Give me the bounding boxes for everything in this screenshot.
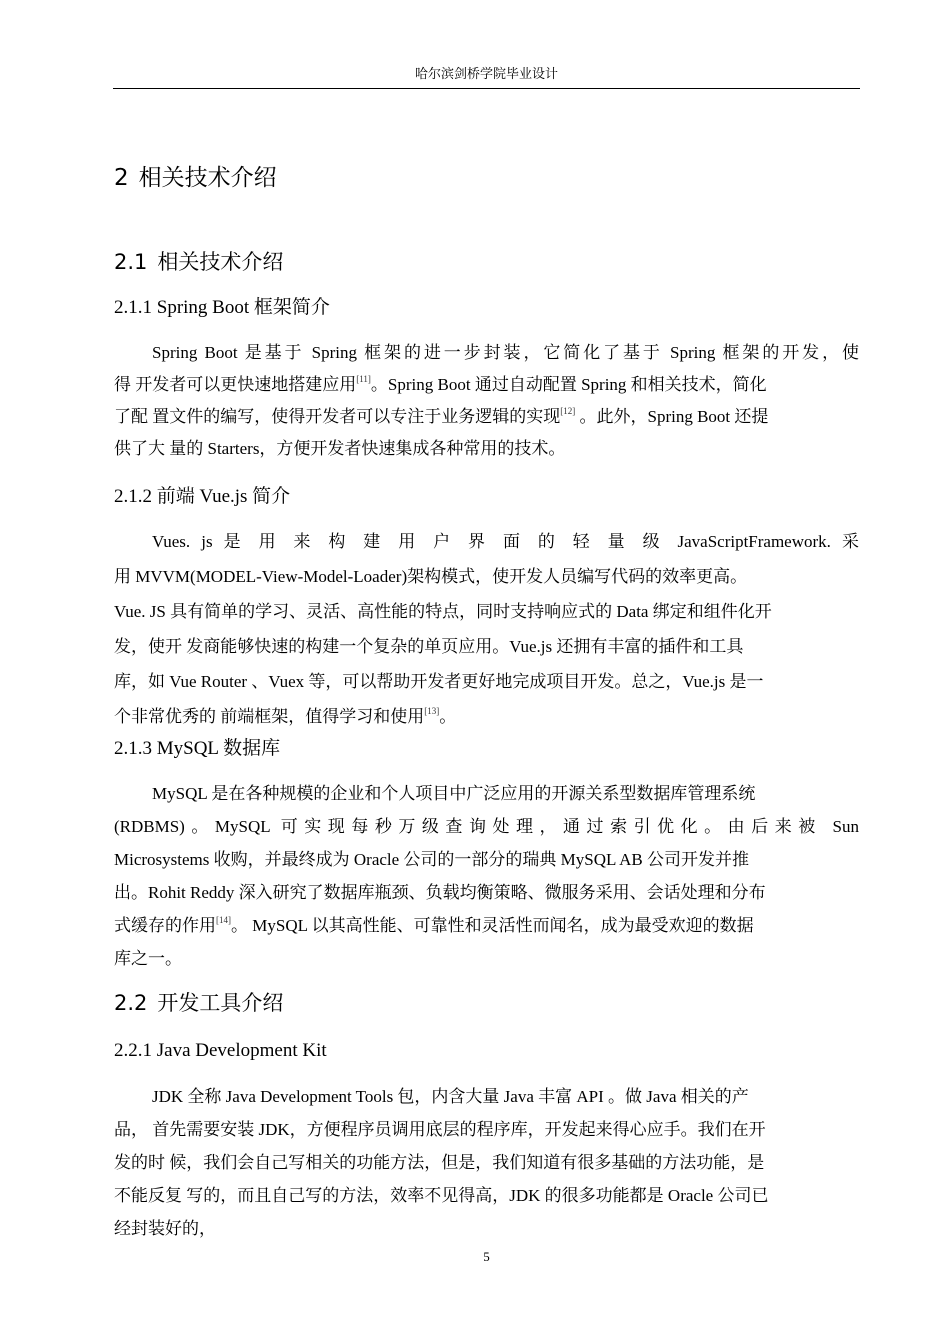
header-rule	[113, 88, 860, 89]
citation-ref: [14]	[216, 915, 231, 925]
section-2-2-heading	[114, 988, 283, 1018]
paragraph-line: Microsystems 收购，并最终成为 Oracle 公司的一部分的瑞典 MySQL AB 公司开发并推	[114, 850, 749, 869]
section-title: 开发工具介绍	[157, 991, 284, 1015]
paragraph-line: 品， 首先需要安装 JDK，方便程序员调用底层的程序库，开发起来得心应手。我们在开	[114, 1120, 766, 1139]
section-2-1-3-heading: 2.1.3 MySQL 数据库	[114, 738, 281, 759]
paragraph-line	[114, 914, 754, 938]
page-number: 5	[483, 1249, 490, 1264]
paragraph-line: MySQL 是在各种规模的企业和个人项目中广泛应用的开源关系型数据库管理系统	[152, 784, 756, 803]
paragraph-line: JDK 全称 Java Development Tools 包，内含大量 Java 丰富 API 。做 Java 相关的产	[152, 1087, 749, 1106]
section-2-1-1-heading: 2.1.1 Spring Boot 框架简介	[114, 297, 330, 318]
paragraph-line: 出。Rohit Reddy 深入研究了数据库瓶颈、负载均衡策略、微服务采用、会话处理和分布	[114, 883, 766, 902]
text-run: 。Spring Boot 通过自动配置 Spring 和相关技术，简化	[370, 375, 767, 394]
citation-ref: [13]	[424, 706, 440, 716]
chapter-title: 相关技术介绍	[138, 165, 277, 191]
section-2-1-heading	[114, 247, 283, 277]
citation-ref: [12]	[560, 406, 576, 416]
text-run: 。 MySQL 以其高性能、可靠性和灵活性而闻名，成为最受欢迎的数据	[231, 916, 754, 935]
text-run: 得 开发者可以更快速地搭建应用	[114, 375, 357, 394]
paragraph-line: Vues. js 是 用 来 构 建 用 户 界 面 的 轻 量 级 JavaScriptFramework. 采	[152, 532, 859, 551]
paragraph-line: Spring Boot 是基于 Spring 框架的进一步封装，它简化了基于 Spring 框架的开发，使	[152, 343, 859, 362]
paragraph-line: 经封装好的，	[114, 1219, 216, 1238]
citation-ref: [11]	[356, 374, 371, 384]
paragraph-line: Vue. JS 具有简单的学习、灵活、高性能的特点，同时支持响应式的 Data 绑定和组件化开	[114, 602, 772, 621]
section-number: 2.1	[114, 250, 148, 274]
section-title: 相关技术介绍	[157, 250, 284, 274]
paragraph-line: 发的时 候，我们会自己写相关的功能方法，但是，我们知道有很多基础的方法功能，是	[114, 1153, 765, 1172]
paragraph-line: 库，如 Vue Router 、Vuex 等，可以帮助开发者更好地完成项目开发。总之，Vue.js 是一	[114, 672, 764, 691]
chapter-number: 2	[114, 165, 129, 191]
page-header: 哈尔滨剑桥学院毕业设计	[414, 67, 558, 82]
text-run: 式缓存的作用	[114, 916, 216, 935]
text-run: 个非常优秀的 前端框架，值得学习和使用	[114, 707, 425, 726]
paragraph-line: 库之一。	[114, 949, 182, 968]
section-2-2-1-heading: 2.2.1 Java Development Kit	[114, 1040, 327, 1061]
paragraph-line: 不能反复 写的，而且自己写的方法，效率不见得高，JDK 的很多功能都是 Oracle 公司已	[114, 1186, 769, 1205]
paragraph-line: (RDBMS)。MySQL 可实现每秒万级查询处理，通过索引优化。由后来被 Sun	[114, 817, 859, 836]
text-run: 。此外，Spring Boot 还提	[575, 407, 769, 426]
section-number: 2.2	[114, 991, 148, 1015]
paragraph-line	[114, 705, 456, 729]
text-run: 了配 置文件的编写，使得开发者可以专注于业务逻辑的实现	[114, 407, 561, 426]
paragraph-line	[114, 373, 767, 397]
section-2-1-2-heading: 2.1.2 前端 Vue.js 简介	[114, 486, 291, 507]
paragraph-line: 供了大 量的 Starters，方便开发者快速集成各种常用的技术。	[114, 439, 566, 458]
paragraph-line: 发，使开 发商能够快速的构建一个复杂的单页应用。Vue.js 还拥有丰富的插件和工具	[114, 637, 744, 656]
chapter-heading	[114, 162, 277, 194]
text-run: 。	[439, 707, 457, 726]
paragraph-line: 用 MVVM(MODEL-View-Model-Loader)架构模式，使开发人员编写代码的效率更高。	[114, 567, 748, 586]
paragraph-line	[114, 405, 768, 429]
